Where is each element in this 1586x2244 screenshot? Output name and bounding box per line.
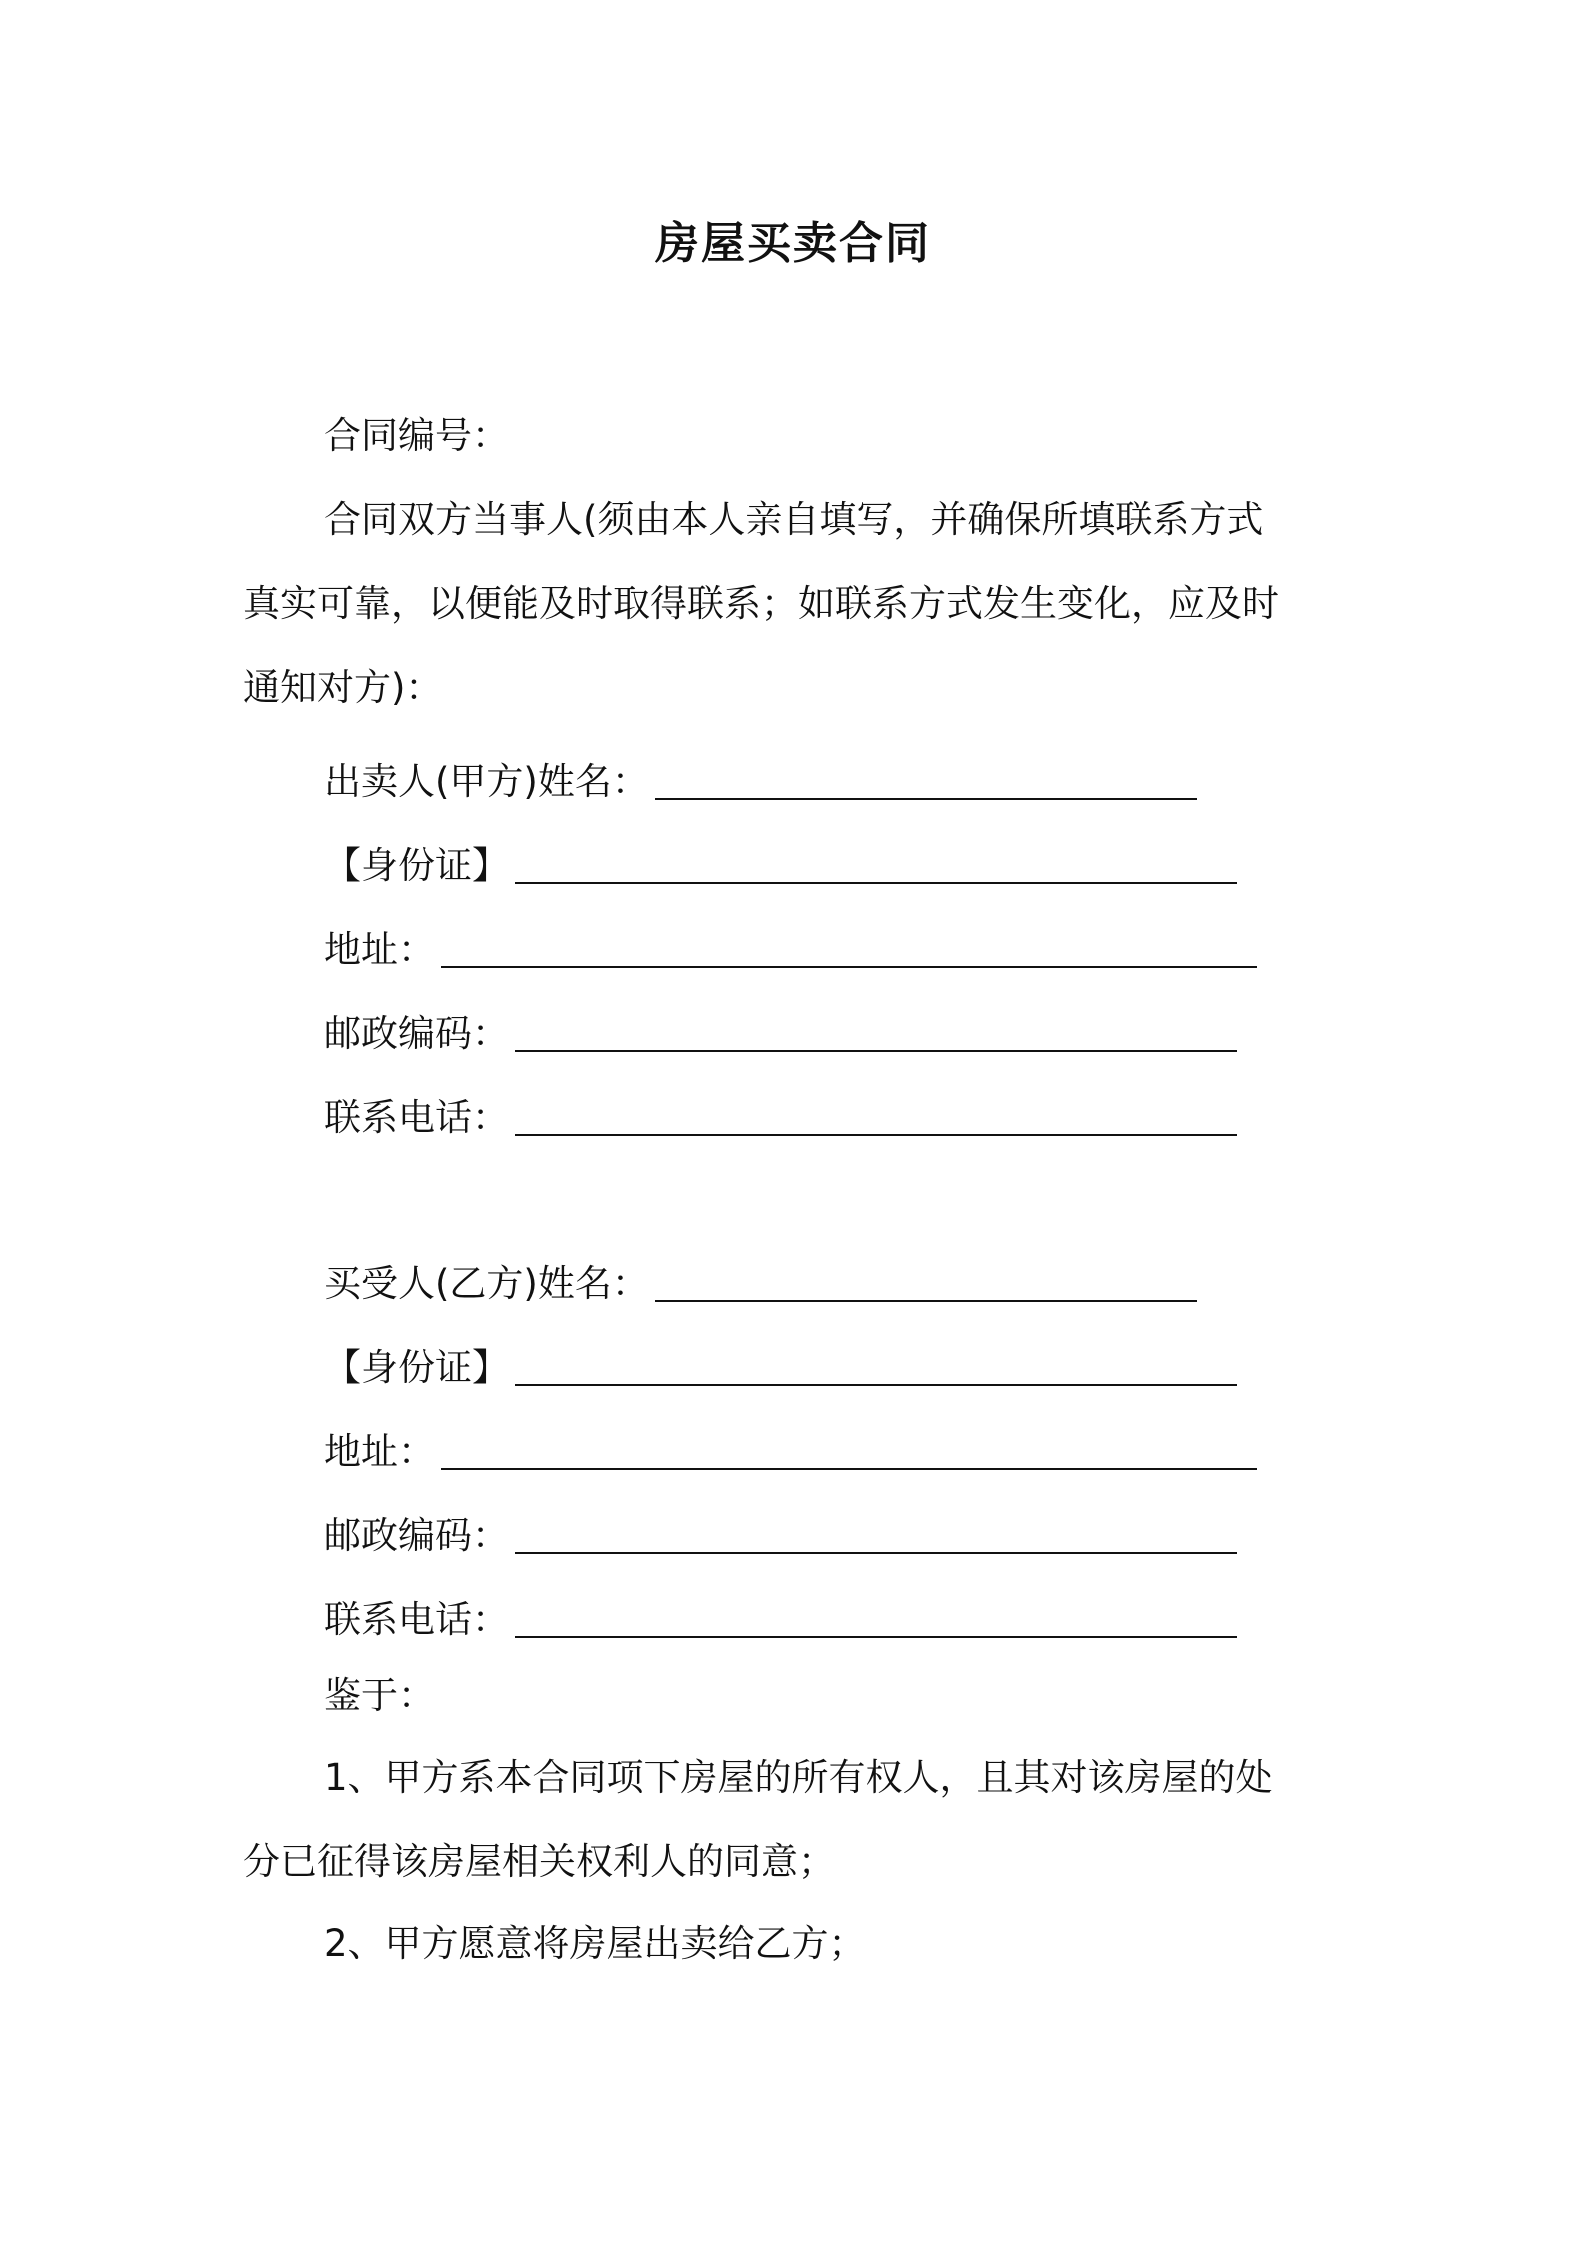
clause-1-line-1: 1、甲方系本合同项下房屋的所有权人，且其对该房屋的处 bbox=[324, 1756, 1273, 1799]
parties-intro-line-3: 通知对方)： bbox=[243, 666, 443, 709]
buyer-name-label: 买受人(乙方)姓名： bbox=[324, 1262, 649, 1305]
seller-phone-field bbox=[324, 1092, 1237, 1144]
whereas-label: 鉴于： bbox=[324, 1674, 435, 1717]
buyer-address-label: 地址： bbox=[324, 1430, 435, 1473]
buyer-postcode-label: 邮政编码： bbox=[324, 1514, 509, 1557]
buyer-postcode-field bbox=[324, 1510, 1237, 1562]
buyer-postcode-blank[interactable] bbox=[515, 1516, 1237, 1554]
buyer-id-label: 【身份证】 bbox=[324, 1346, 509, 1389]
seller-id-blank[interactable] bbox=[515, 846, 1237, 884]
contract-number-label: 合同编号： bbox=[324, 414, 509, 457]
seller-id-label: 【身份证】 bbox=[324, 844, 509, 887]
parties-intro-line-1: 合同双方当事人(须由本人亲自填写，并确保所填联系方式 bbox=[324, 498, 1264, 541]
clause-2-line-1: 2、甲方愿意将房屋出卖给乙方； bbox=[324, 1922, 866, 1965]
seller-name-label: 出卖人(甲方)姓名： bbox=[324, 760, 649, 803]
parties-intro-line-2: 真实可靠，以便能及时取得联系；如联系方式发生变化，应及时 bbox=[243, 582, 1279, 625]
buyer-name-field bbox=[324, 1258, 1197, 1310]
seller-id-field bbox=[324, 840, 1237, 892]
seller-address-blank[interactable] bbox=[441, 930, 1257, 968]
seller-phone-blank[interactable] bbox=[515, 1098, 1237, 1136]
clause-1-line-2: 分已征得该房屋相关权利人的同意； bbox=[243, 1840, 835, 1883]
seller-name-field bbox=[324, 756, 1197, 808]
buyer-name-blank[interactable] bbox=[655, 1264, 1197, 1302]
seller-address-label: 地址： bbox=[324, 928, 435, 971]
buyer-phone-field bbox=[324, 1594, 1237, 1646]
seller-postcode-blank[interactable] bbox=[515, 1014, 1237, 1052]
seller-name-blank[interactable] bbox=[655, 762, 1197, 800]
seller-address-field bbox=[324, 924, 1257, 976]
buyer-address-blank[interactable] bbox=[441, 1432, 1257, 1470]
buyer-address-field bbox=[324, 1426, 1257, 1478]
document-title: 房屋买卖合同 bbox=[655, 218, 931, 269]
buyer-phone-label: 联系电话： bbox=[324, 1598, 509, 1641]
seller-postcode-label: 邮政编码： bbox=[324, 1012, 509, 1055]
seller-phone-label: 联系电话： bbox=[324, 1096, 509, 1139]
buyer-phone-blank[interactable] bbox=[515, 1600, 1237, 1638]
seller-postcode-field bbox=[324, 1008, 1237, 1060]
buyer-id-blank[interactable] bbox=[515, 1348, 1237, 1386]
buyer-id-field bbox=[324, 1342, 1237, 1394]
